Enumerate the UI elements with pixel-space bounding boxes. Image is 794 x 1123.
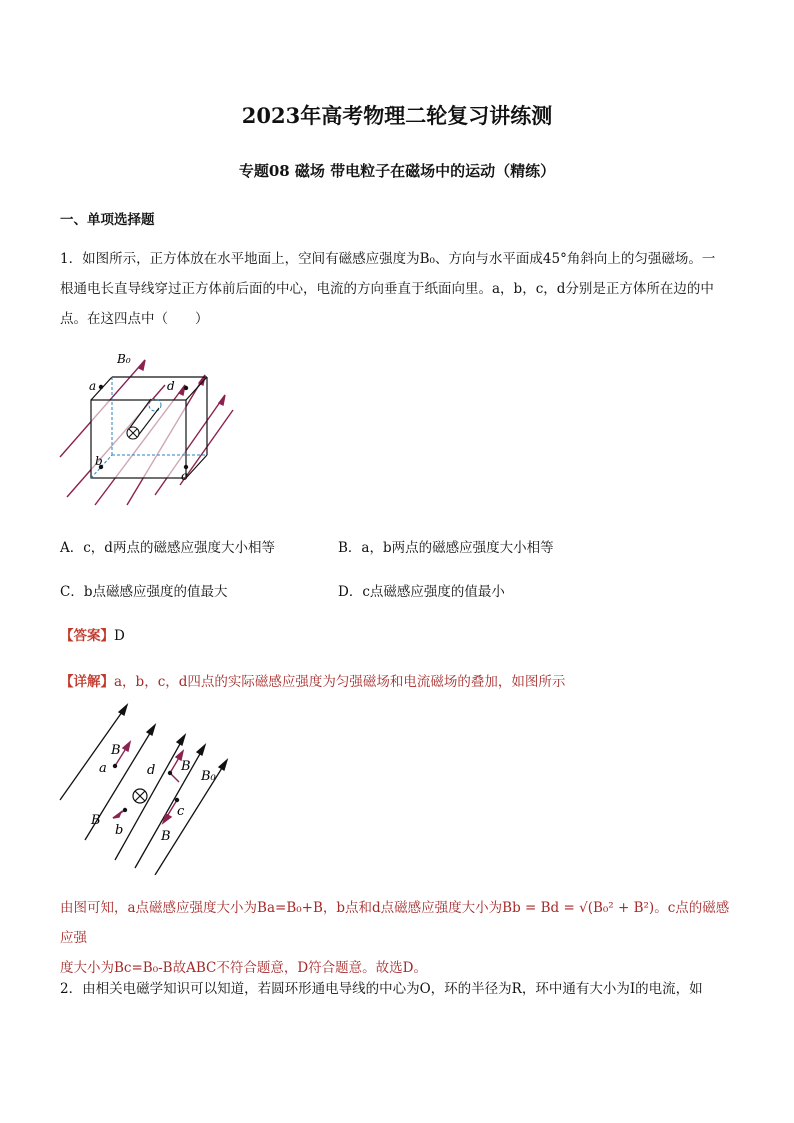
- figure1-label-d: d: [167, 379, 175, 393]
- conclusion-line-2: 度大小为Bc=B₀-B故ABC不符合题意，D符合题意。故选D。: [60, 960, 428, 976]
- figure2-label-b-right: B: [181, 759, 191, 774]
- figure2-label-b0: B₀: [201, 769, 216, 784]
- option-d[interactable]: D．c点磁感应强度的值最小: [338, 584, 505, 600]
- figure2-label-a: a: [99, 761, 107, 776]
- question-1-line-3: 点。在这四点中（ ）: [60, 311, 209, 327]
- option-b[interactable]: B．a，b两点的磁感应强度大小相等: [338, 540, 554, 556]
- figure1-label-b0: B₀: [117, 352, 131, 366]
- figure2-label-b-bottom: B: [161, 829, 171, 844]
- conclusion: [60, 893, 740, 983]
- figure1-label-b: b: [95, 454, 103, 468]
- answer-tag: 【答案】: [60, 628, 114, 644]
- question-1-line-2: 根通电长直导线穿过正方体前后面的中心，电流的方向垂直于纸面向里。a，b，c，d分别是正方体所在边的中: [60, 281, 714, 297]
- figure2-label-b-top: B: [111, 743, 121, 758]
- question-2-line-1: 2．由相关电磁学知识可以知道，若圆环形通电导线的中心为O，环的半径为R，环中通有大小为I的电流，如: [60, 981, 703, 997]
- document-title: 2023年高考物理二轮复习讲练测: [241, 103, 553, 128]
- option-c[interactable]: C．b点磁感应强度的值最大: [60, 584, 228, 600]
- figure1-label-c: c: [181, 469, 188, 483]
- cube-field-figure: [55, 345, 235, 510]
- figure2-label-d: d: [147, 763, 156, 778]
- section-heading: 一、单项选择题: [60, 212, 155, 228]
- document-subtitle: 专题08 磁场 带电粒子在磁场中的运动（精练）: [238, 162, 556, 180]
- detail-tag: 【详解】: [60, 674, 114, 690]
- answer-value: D: [114, 628, 125, 644]
- figure1-label-a: a: [89, 379, 97, 393]
- superposition-figure: [55, 700, 245, 875]
- figure2-label-c: c: [177, 804, 185, 819]
- question-2-stem: [60, 974, 740, 1004]
- figure2-label-b: b: [115, 823, 124, 838]
- detail-line: [60, 670, 565, 690]
- answer-line: [60, 624, 125, 644]
- question-1-stem: [60, 244, 740, 334]
- detail-text: a，b，c，d四点的实际磁感应强度为匀强磁场和电流磁场的叠加，如图所示: [114, 674, 566, 690]
- question-1-line-1: 1．如图所示，正方体放在水平地面上，空间有磁感应强度为B₀、方向与水平面成45°角斜向上的匀强磁场。一: [60, 251, 716, 267]
- figure2-label-b-left: B: [91, 813, 101, 828]
- conclusion-line-1: 由图可知，a点磁感应强度大小为Ba=B₀+B，b点和d点磁感应强度大小为Bb = Bd = √(B₀² + B²)。c点的磁感应强: [60, 900, 730, 946]
- option-a[interactable]: A．c，d两点的磁感应强度大小相等: [60, 540, 275, 556]
